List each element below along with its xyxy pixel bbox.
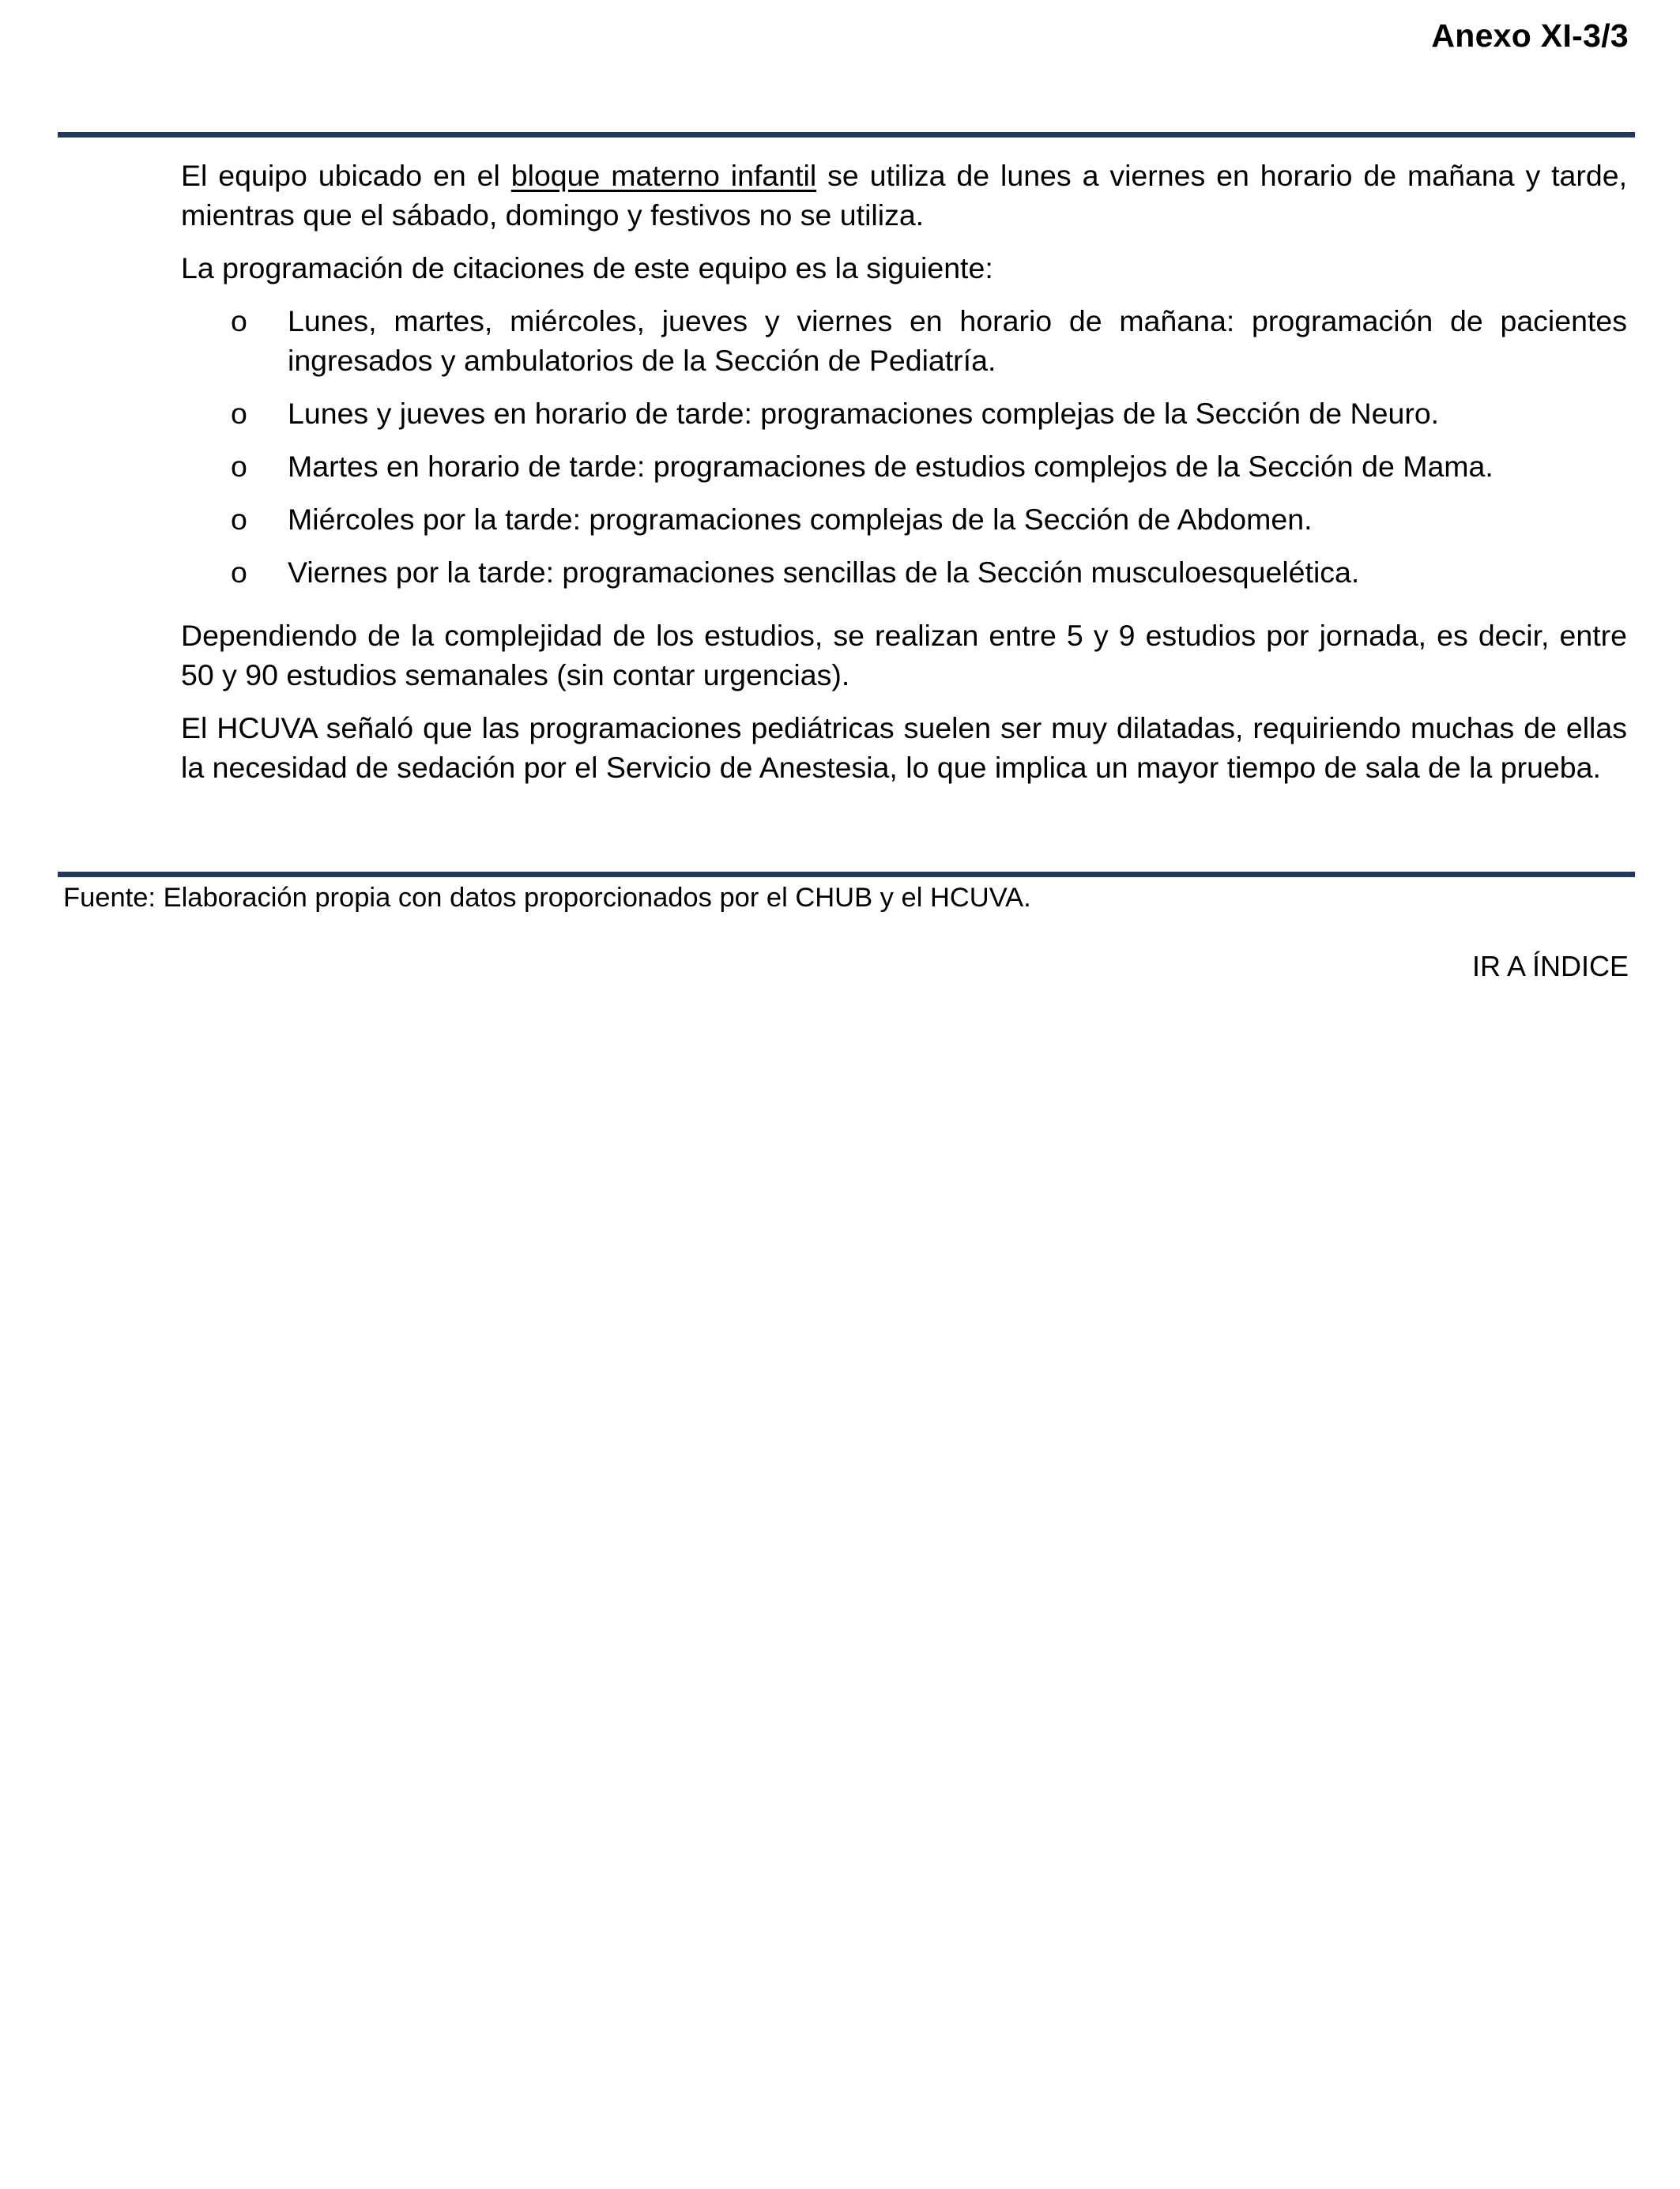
bullet-marker: o: [231, 556, 247, 589]
bullet-marker: o: [231, 450, 247, 483]
list-item: [181, 499, 1627, 539]
list-item: [181, 301, 1627, 380]
list-item: [181, 446, 1627, 486]
top-divider: [58, 132, 1635, 138]
paragraph-schedule-intro: La programación de citaciones de este equipo es la siguiente:: [181, 251, 993, 284]
list-item: [181, 394, 1627, 433]
paragraph-text: El equipo ubicado en el: [181, 159, 511, 192]
paragraph-study-volume: Dependiendo de la complejidad de los estudios, se realizan entre 5 y 9 estudios por jornada, es decir, entre 50 y 90 estudios semanales (sin contar urgencias).: [181, 619, 1627, 691]
list-item-text: Martes en horario de tarde: programaciones de estudios complejos de la Sección de Mama.: [288, 450, 1494, 483]
bottom-divider: [58, 872, 1635, 877]
annex-body: [181, 156, 1627, 787]
list-item-text: Lunes, martes, miércoles, jueves y viernes en horario de mañana: programación de pacientes ingresados y ambulatorios de la Sección de Pediatría.: [288, 304, 1627, 377]
annex-title: Anexo XI-3/3: [1431, 17, 1629, 54]
bullet-marker: o: [231, 397, 247, 430]
paragraph-pediatric-note: El HCUVA señaló que las programaciones pediátricas suelen ser muy dilatadas, requiriendo muchas de ellas la necesidad de sedación por el Servicio de Anestesia, lo que implica un mayor tiempo de sala de la prueba.: [181, 711, 1627, 784]
list-item: [181, 552, 1627, 592]
underlined-term: bloque materno infantil: [510, 159, 817, 192]
paragraph-equipment-usage: [181, 156, 1627, 235]
bullet-marker: o: [231, 304, 247, 337]
list-item-text: Viernes por la tarde: programaciones sencillas de la Sección musculoesquelética.: [288, 556, 1360, 589]
bullet-marker: o: [231, 503, 247, 536]
paragraph-text: se utiliza de lunes a viernes en horario de mañana y tarde, mientras que el sábado, domingo y festivos no se utiliza.: [181, 159, 1627, 232]
list-item-text: Lunes y jueves en horario de tarde: programaciones complejas de la Sección de Neuro.: [288, 397, 1440, 430]
list-item-text: Miércoles por la tarde: programaciones complejas de la Sección de Abdomen.: [288, 503, 1313, 536]
schedule-list: [181, 301, 1627, 592]
source-note: Fuente: Elaboración propia con datos proporcionados por el CHUB y el HCUVA.: [63, 883, 1031, 913]
go-to-index-link[interactable]: IR A ÍNDICE: [1471, 950, 1629, 982]
